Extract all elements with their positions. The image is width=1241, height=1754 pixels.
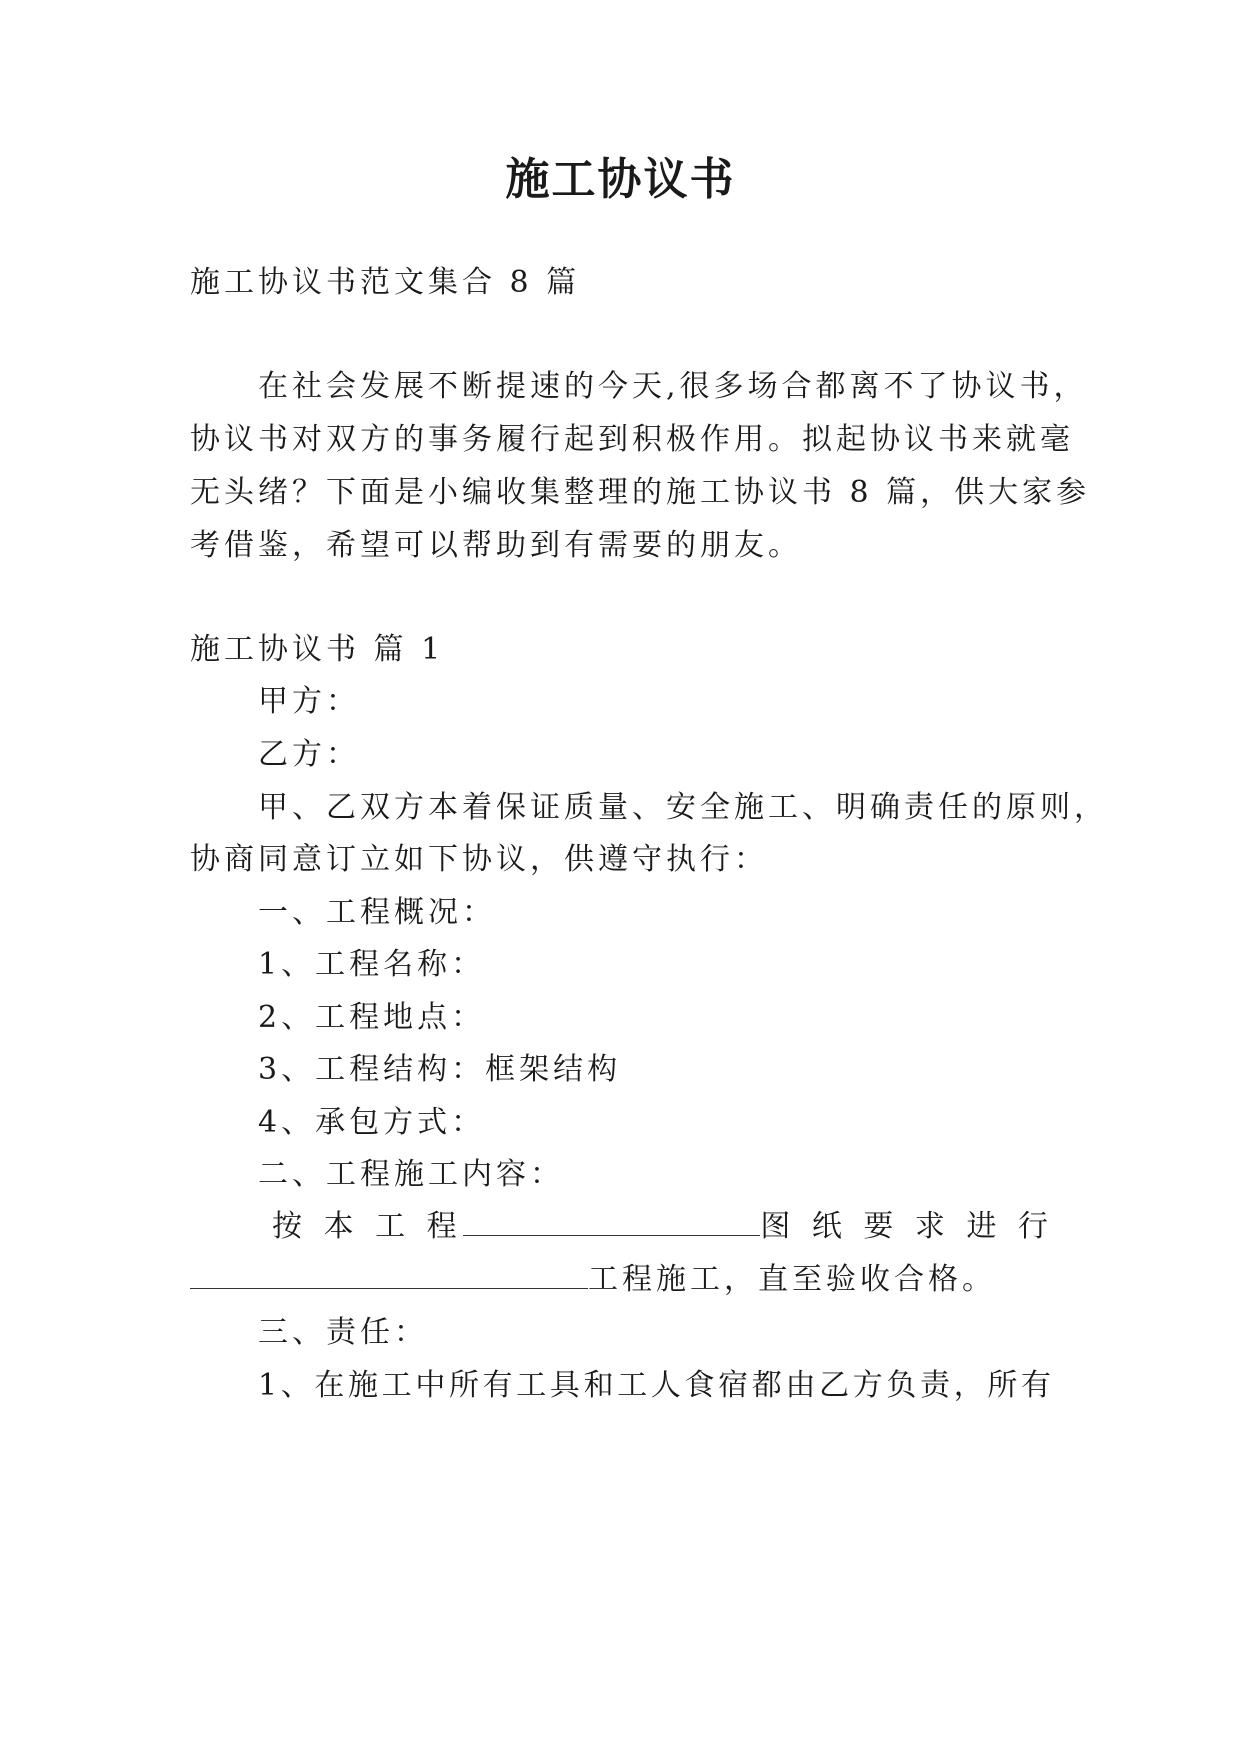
item-1: 1、工程名称： [258,947,486,982]
document-title: 施工协议书 [505,154,736,205]
intro-line-1: 在社会发展不断提速的今天,很多场合都离不了协议书， [258,369,1088,404]
content-line-1-start: 按 本 工 程 [272,1209,463,1244]
intro-line-3: 无头绪？下面是小编收集整理的施工协议书 8 篇，供大家参 [190,475,1091,510]
item-3: 3、工程结构：框架结构 [258,1052,622,1087]
content-line-2 [190,1260,1054,1300]
part1-heading: 一、工程概况： [258,895,496,930]
principle-line-2: 协商同意订立如下协议，供遵守执行： [190,842,768,877]
subtitle: 施工协议书范文集合 8 篇 [190,265,581,300]
intro-line-4: 考借鉴，希望可以帮助到有需要的朋友。 [190,528,802,563]
item-4: 4、承包方式： [258,1105,486,1140]
blank-project-name [190,1260,588,1289]
content-line-1 [272,1207,1054,1247]
item-2: 2、工程地点： [258,1000,486,1035]
blank-drawing-name [463,1207,761,1236]
section-heading: 施工协议书 篇 1 [190,632,445,667]
party-a: 甲方： [258,684,360,719]
responsibility-1: 1、在施工中所有工具和工人食宿都由乙方负责，所有 [258,1368,1054,1403]
part3-heading: 三、责任： [258,1315,428,1350]
content-line-1-end: 图 纸 要 求 进 行 [760,1209,1054,1244]
content-line-2-end: 工程施工，直至验收合格。 [588,1262,996,1297]
part2-heading: 二、工程施工内容： [258,1157,564,1192]
principle-line-1: 甲、乙双方本着保证质量、安全施工、明确责任的原则， [258,790,1108,825]
intro-line-2: 协议书对双方的事务履行起到积极作用。拟起协议书来就毫 [190,422,1074,457]
party-b: 乙方： [258,737,360,772]
